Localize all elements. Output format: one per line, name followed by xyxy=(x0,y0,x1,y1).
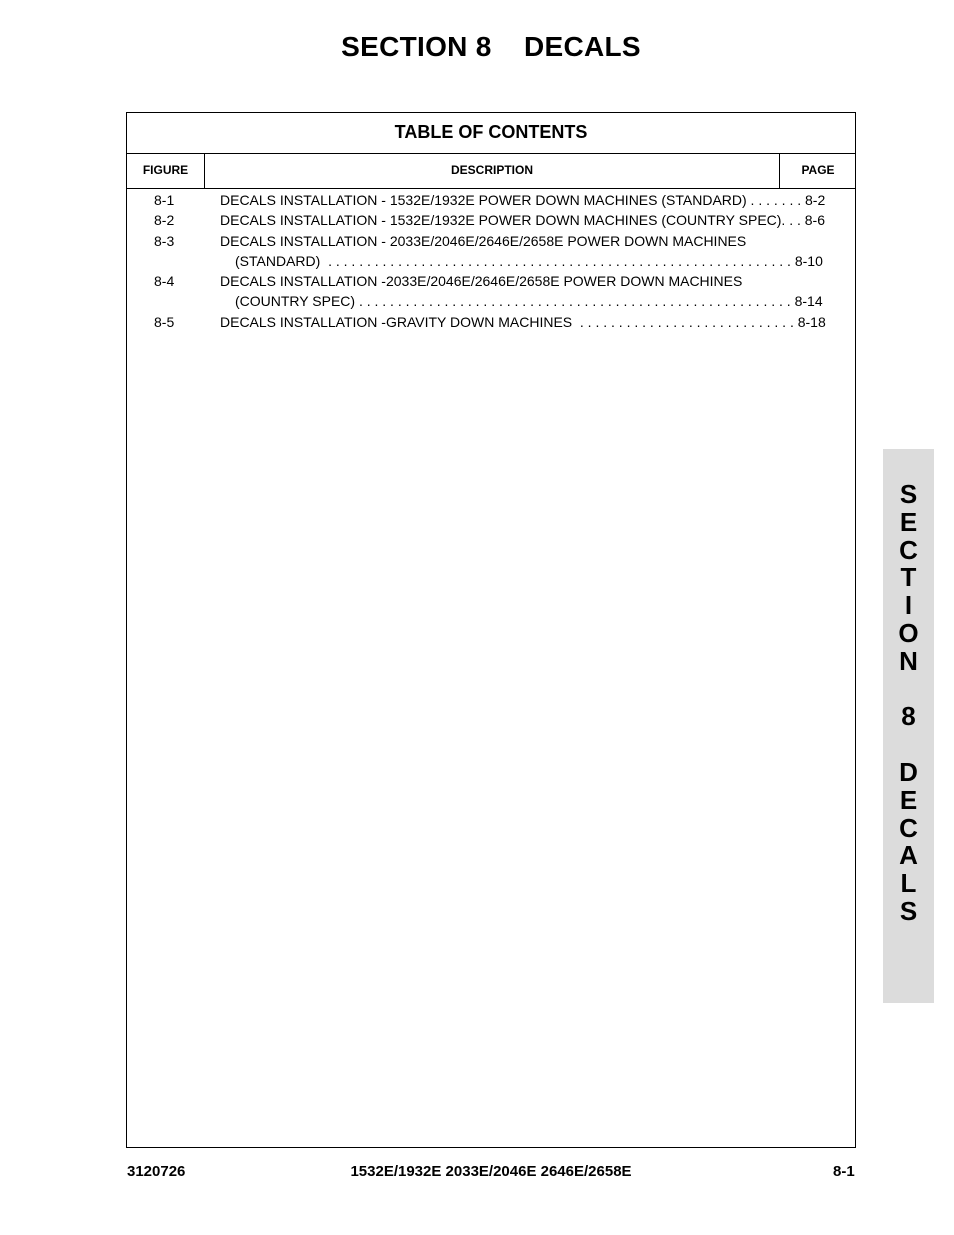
figure-number: 8-4 xyxy=(154,273,175,289)
figure-number: 8-1 xyxy=(154,192,175,208)
column-header-page: PAGE xyxy=(801,163,835,177)
footer-models: 1532E/1932E 2033E/2046E 2646E/2658E xyxy=(350,1163,632,1180)
entry-description: DECALS INSTALLATION - 1532E/1932E POWER DOWN MACHINES (COUNTRY SPEC). . . 8-6 xyxy=(220,212,826,228)
column-header-description: DESCRIPTION xyxy=(205,154,780,188)
figure-number: 8-3 xyxy=(154,233,175,249)
entry-description: DECALS INSTALLATION -GRAVITY DOWN MACHINES . . . . . . . . . . . . . . . . . . . . . . . . . . . . 8-18 xyxy=(220,314,826,330)
entry-description-continued: (STANDARD) . . . . . . . . . . . . . . . . . . . . . . . . . . . . . . . . . . . . . . . . . . . . . . . . . . . . . . . . . . . . 8-10 xyxy=(235,253,823,269)
toc-table xyxy=(126,112,856,1148)
page-title: SECTION 8 DECALS xyxy=(341,31,641,62)
figure-number: 8-2 xyxy=(154,212,175,228)
toc-column-headers xyxy=(127,154,855,189)
entry-description-continued: (COUNTRY SPEC) . . . . . . . . . . . . . . . . . . . . . . . . . . . . . . . . . . . . . . . . . . . . . . . . . . . . . . . . 8-14 xyxy=(235,293,823,309)
toc-heading: TABLE OF CONTENTS xyxy=(127,113,855,154)
section-side-tab xyxy=(883,449,934,1003)
footer-doc-number: 3120726 xyxy=(127,1163,186,1180)
footer-page-number: 8-1 xyxy=(833,1163,855,1180)
entry-description: DECALS INSTALLATION -2033E/2046E/2646E/2658E POWER DOWN MACHINES xyxy=(220,273,743,289)
side-tab-label: S E C T I O N 8 D E C A L S xyxy=(898,479,919,926)
entry-description: DECALS INSTALLATION - 2033E/2046E/2646E/2658E POWER DOWN MACHINES xyxy=(220,233,747,249)
column-header-figure: FIGURE xyxy=(127,154,205,188)
figure-number: 8-5 xyxy=(154,314,175,330)
entry-description: DECALS INSTALLATION - 1532E/1932E POWER DOWN MACHINES (STANDARD) . . . . . . . 8-2 xyxy=(220,192,826,208)
